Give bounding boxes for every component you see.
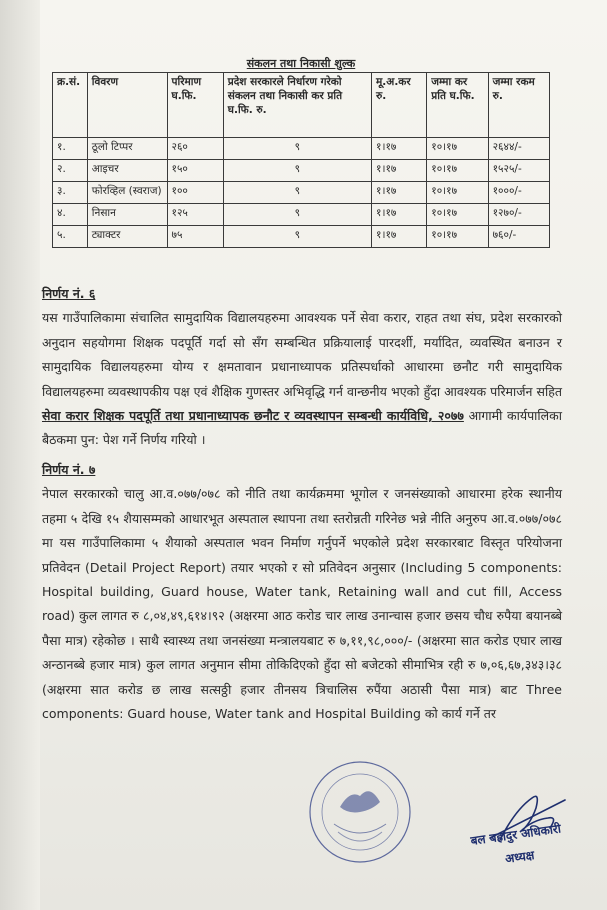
- table-cell: ७६०/-: [488, 226, 549, 248]
- table-header-row: [53, 73, 550, 138]
- table-cell: ९: [223, 204, 371, 226]
- table-cell: फोरव्हिल (स्वराज): [87, 182, 167, 204]
- table-cell: ९: [223, 226, 371, 248]
- table-cell: १२७०/-: [488, 204, 549, 226]
- decision-7-heading: निर्णय नं. ७: [42, 462, 96, 477]
- decision-7-section: [42, 458, 562, 726]
- table-cell: आइचर: [87, 160, 167, 182]
- table-cell: ५.: [53, 226, 88, 248]
- table-cell: ४.: [53, 204, 88, 226]
- table-cell: निसान: [87, 204, 167, 226]
- table-cell: १।१७: [372, 226, 427, 248]
- decision-6-text-end: आगामी कार्यपालिका बैठकमा पुन: पेश गर्ने निर्णय गरियो ।: [42, 408, 562, 448]
- signatory-name: बल बहादुर अधिकारी: [469, 821, 562, 848]
- table-cell: ७५: [167, 226, 223, 248]
- decision-6-procedure-title: सेवा करार शिक्षक पदपूर्ति तथा प्रधानाध्यापक छनौट र व्यवस्थापन सम्बन्धी कार्यविधि, २०७७: [42, 408, 464, 424]
- header-cell: जम्मा कर प्रति घ.फि.: [427, 73, 488, 138]
- decision-6-heading: निर्णय नं. ६: [42, 286, 96, 301]
- header-cell: मू.अ.कर रु.: [372, 73, 427, 138]
- table-cell: ३.: [53, 182, 88, 204]
- table-row: [53, 160, 550, 182]
- table-cell: ट्याक्टर: [87, 226, 167, 248]
- table-cell: १५२५/-: [488, 160, 549, 182]
- table-cell: १०।१७: [427, 226, 488, 248]
- table-cell: १५०: [167, 160, 223, 182]
- table-cell: ९: [223, 160, 371, 182]
- table-cell: १।१७: [372, 182, 427, 204]
- decision-6-text: यस गाउँपालिकामा संचालित सामुदायिक विद्यालयहरुमा आवश्यक पर्ने सेवा करार, राहत तथा संघ, प्रदेश सरकारको अनुदान सहयोगमा शिक्षक पदपूर्ति गर्दा सो सँग सम्बन्धित प्रक्रियालाई पारदर्शी, मर्यादित, व्यवस्थित बनाउन र सामुदायिक विद्यालयहरुमा योग्य र क्षमतावान प्रधानाध्यापक प्रतिस्पर्धाको आधारमा छनौट गरी सामुदायिक विद्यालयहरुमा व्यवस्थापकीय पक्ष एवं शैक्षिक गुणस्तर अभिवृद्धि गर्न वान्छनीय भएको हुँदा आवश्यक परिमार्जन सहित: [42, 310, 562, 399]
- table-cell: १०।१७: [427, 138, 488, 160]
- header-cell: क्र.सं.: [53, 73, 88, 138]
- header-cell: प्रदेश सरकारले निर्धारण गरेको संकलन तथा निकासी कर प्रति घ.फि. रु.: [223, 73, 371, 138]
- fee-table: [52, 72, 550, 248]
- decision-7-text: नेपाल सरकारको चालु आ.व.०७७/०७८ को नीति तथा कार्यक्रममा भूगोल र जनसंख्याको आधारमा हरेक स्थानीय तहमा ५ देखि १५ शैयासम्मको आधारभूत अस्पताल स्थापना तथा स्तरोन्नती गरिनेछ भन्ने नीति अनुरुप आ.व.०७७/०७८ मा यस गाउँपालिकामा ५ शैयाको अस्पताल भवन निर्माण गर्नुपर्ने भएकोले प्रदेश सरकारबाट विस्तृत परियोजना प्रतिवेदन (Detail Project Report) तयार भएको र सो प्रतिवेदन अनुसार (Including 5 components: Hospital building, Guard house, Water tank, Retaining wall and cut fill, Access road) कुल लागत रु ८,०४,४९,६१४।९२ (अक्षरमा आठ करोड चार लाख उनान्चास हजार छसय चौध रुपैया बयानब्बे पैसा मात्र) रहेकोछ । साथै स्वास्थ्य तथा जनसंख्या मन्त्रालयबाट रु ७,११,९८,०००/- (अक्षरमा सात करोड एघार लाख अन्ठानब्बे हजार मात्र) कुल लागत अनुमान सीमा तोकिदिएको हुँदा सो बजेटको सीमाभित्र रही रु ७,०६,६७,३४३।३८ (अक्षरमा सात करोड छ लाख सत्सठ्ठी हजार तीनसय त्रिचालिस रुपैंया अठासी पैसा मात्र) बाट Three components: Guard house, Water tank and Hospital Building को कार्य गर्ने तर: [42, 486, 562, 722]
- table-cell: १।१७: [372, 138, 427, 160]
- table-cell: १०।१७: [427, 182, 488, 204]
- table-title: संकलन तथा निकासी शुल्क: [246, 57, 356, 70]
- table-cell: ठूलो टिप्पर: [87, 138, 167, 160]
- table-cell: १.: [53, 138, 88, 160]
- table-row: [53, 138, 550, 160]
- office-seal-stamp: [300, 752, 420, 872]
- table-cell: ९: [223, 182, 371, 204]
- header-cell: जम्मा रकम रु.: [488, 73, 549, 138]
- table-row: [53, 204, 550, 226]
- table-cell: १।१७: [372, 160, 427, 182]
- table-cell: २६४४/-: [488, 138, 549, 160]
- header-cell: विवरण: [87, 73, 167, 138]
- table-cell: २.: [53, 160, 88, 182]
- table-row: [53, 226, 550, 248]
- table-cell: १०।१७: [427, 160, 488, 182]
- table-row: [53, 182, 550, 204]
- table-cell: १००: [167, 182, 223, 204]
- page-fold-shadow: [0, 0, 40, 910]
- decision-6-section: [42, 282, 562, 453]
- signatory-title: अध्यक्ष: [504, 848, 536, 866]
- table-cell: १०।१७: [427, 204, 488, 226]
- table-cell: १०००/-: [488, 182, 549, 204]
- table-cell: २६०: [167, 138, 223, 160]
- table-cell: ९: [223, 138, 371, 160]
- table-cell: १२५: [167, 204, 223, 226]
- table-cell: १।१७: [372, 204, 427, 226]
- header-cell: परिमाण घ.फि.: [167, 73, 223, 138]
